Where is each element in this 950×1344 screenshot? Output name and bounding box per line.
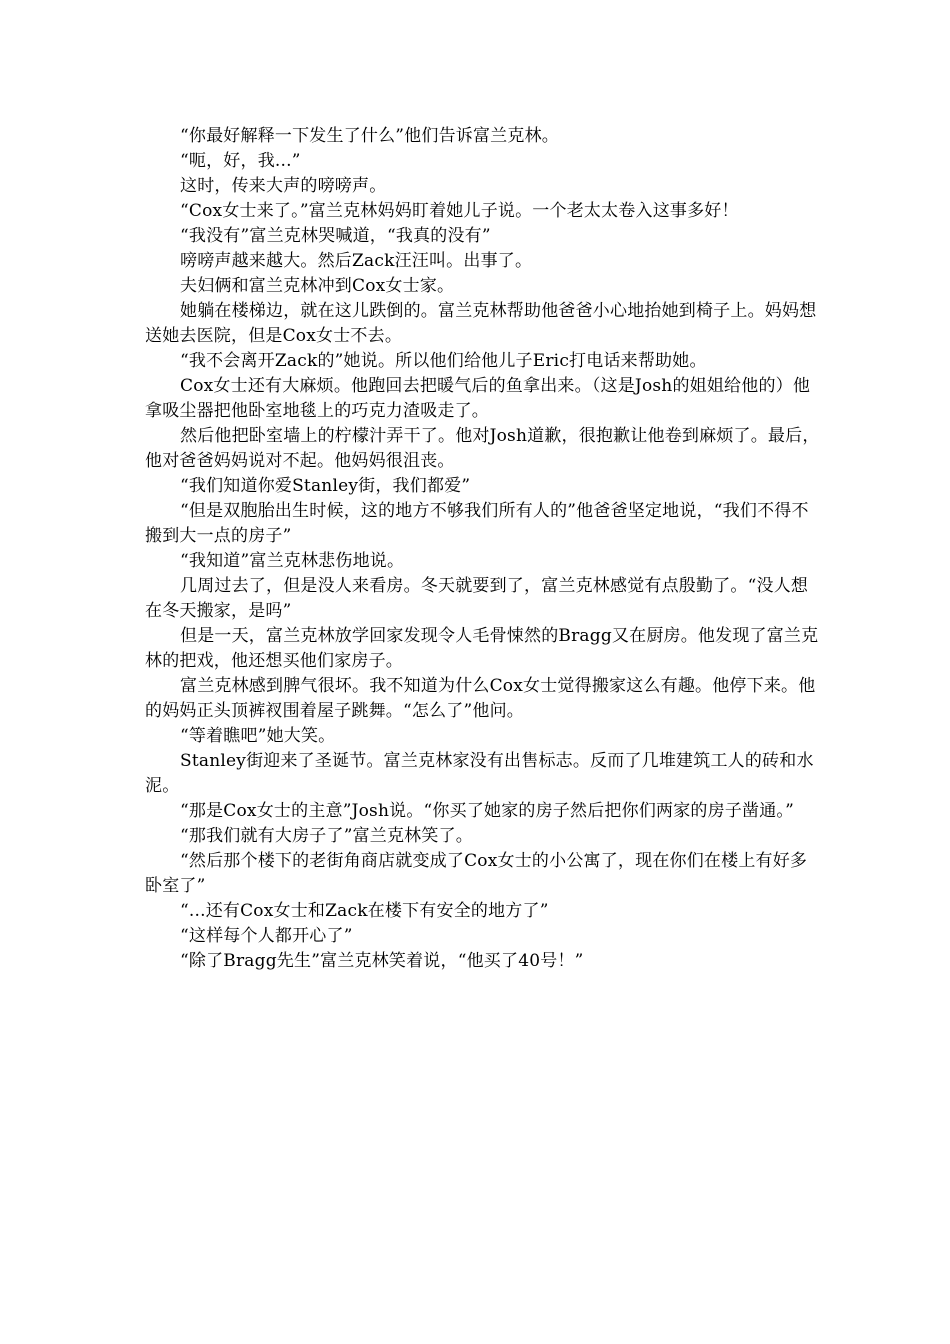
paragraph: “我不会离开Zack的”她说。所以他们给他儿子Eric打电话来帮助她。 (180, 351, 707, 371)
paragraph: Stanley街迎来了圣诞节。富兰克林家没有出售标志。反而了几堆建筑工人的砖和水泥。 (145, 751, 814, 796)
paragraph: 嗙嗙声越来越大。然后Zack汪汪叫。出事了。 (180, 251, 533, 271)
paragraph: 但是一天，富兰克林放学回家发现令人毛骨悚然的Bragg又在厨房。他发现了富兰克林的把戏，他还想买他们家房子。 (145, 626, 819, 671)
paragraph: “等着瞧吧”她大笑。 (180, 726, 336, 746)
paragraph: “我知道”富兰克林悲伤地说。 (180, 551, 405, 571)
paragraph: “...还有Cox女士和Zack在楼下有安全的地方了” (180, 901, 549, 921)
paragraph: “那我们就有大房子了”富兰克林笑了。 (180, 826, 473, 846)
story-text (145, 124, 820, 974)
paragraph: 富兰克林感到脾气很坏。我不知道为什么Cox女士觉得搬家这么有趣。他停下来。他的妈妈正头顶裤衩围着屋子跳舞。“怎么了”他问。 (145, 676, 816, 721)
paragraph: “除了Bragg先生”富兰克林笑着说，“他买了40号！” (180, 951, 584, 971)
paragraph: 几周过去了，但是没人来看房。冬天就要到了，富兰克林感觉有点殷勤了。“没人想在冬天搬家，是吗” (145, 576, 809, 621)
paragraph: 夫妇俩和富兰克林冲到Cox女士家。 (180, 276, 455, 296)
paragraph: “但是双胞胎出生时候，这的地方不够我们所有人的”他爸爸坚定地说，“我们不得不搬到大一点的房子” (145, 501, 809, 546)
paragraph: 她躺在楼梯边，就在这儿跌倒的。富兰克林帮助他爸爸小心地抬她到椅子上。妈妈想送她去医院，但是Cox女士不去。 (145, 301, 817, 346)
paragraph: Cox女士还有大麻烦。他跑回去把暖气后的鱼拿出来。（这是Josh的姐姐给他的）他拿吸尘器把他卧室地毯上的巧克力渣吸走了。 (145, 376, 811, 421)
paragraph: 然后他把卧室墙上的柠檬汁弄干了。他对Josh道歉，很抱歉让他卷到麻烦了。最后，他对爸爸妈妈说对不起。他妈妈很沮丧。 (145, 426, 820, 471)
paragraph: “Cox女士来了。”富兰克林妈妈盯着她儿子说。一个老太太卷入这事多好！ (180, 201, 739, 221)
paragraph: “呃，好，我...” (180, 151, 301, 171)
paragraph: “你最好解释一下发生了什么”他们告诉富兰克林。 (180, 126, 559, 146)
paragraph: 这时，传来大声的嗙嗙声。 (180, 176, 387, 196)
paragraph: “我们知道你爱Stanley街，我们都爱” (180, 476, 471, 496)
paragraph: “然后那个楼下的老街角商店就变成了Cox女士的小公寓了，现在你们在楼上有好多卧室了” (145, 851, 808, 896)
paragraph: “这样每个人都开心了” (180, 926, 353, 946)
paragraph: “那是Cox女士的主意”Josh说。“你买了她家的房子然后把你们两家的房子凿通。” (180, 801, 795, 821)
paragraph: “我没有”富兰克林哭喊道，“我真的没有” (180, 226, 491, 246)
